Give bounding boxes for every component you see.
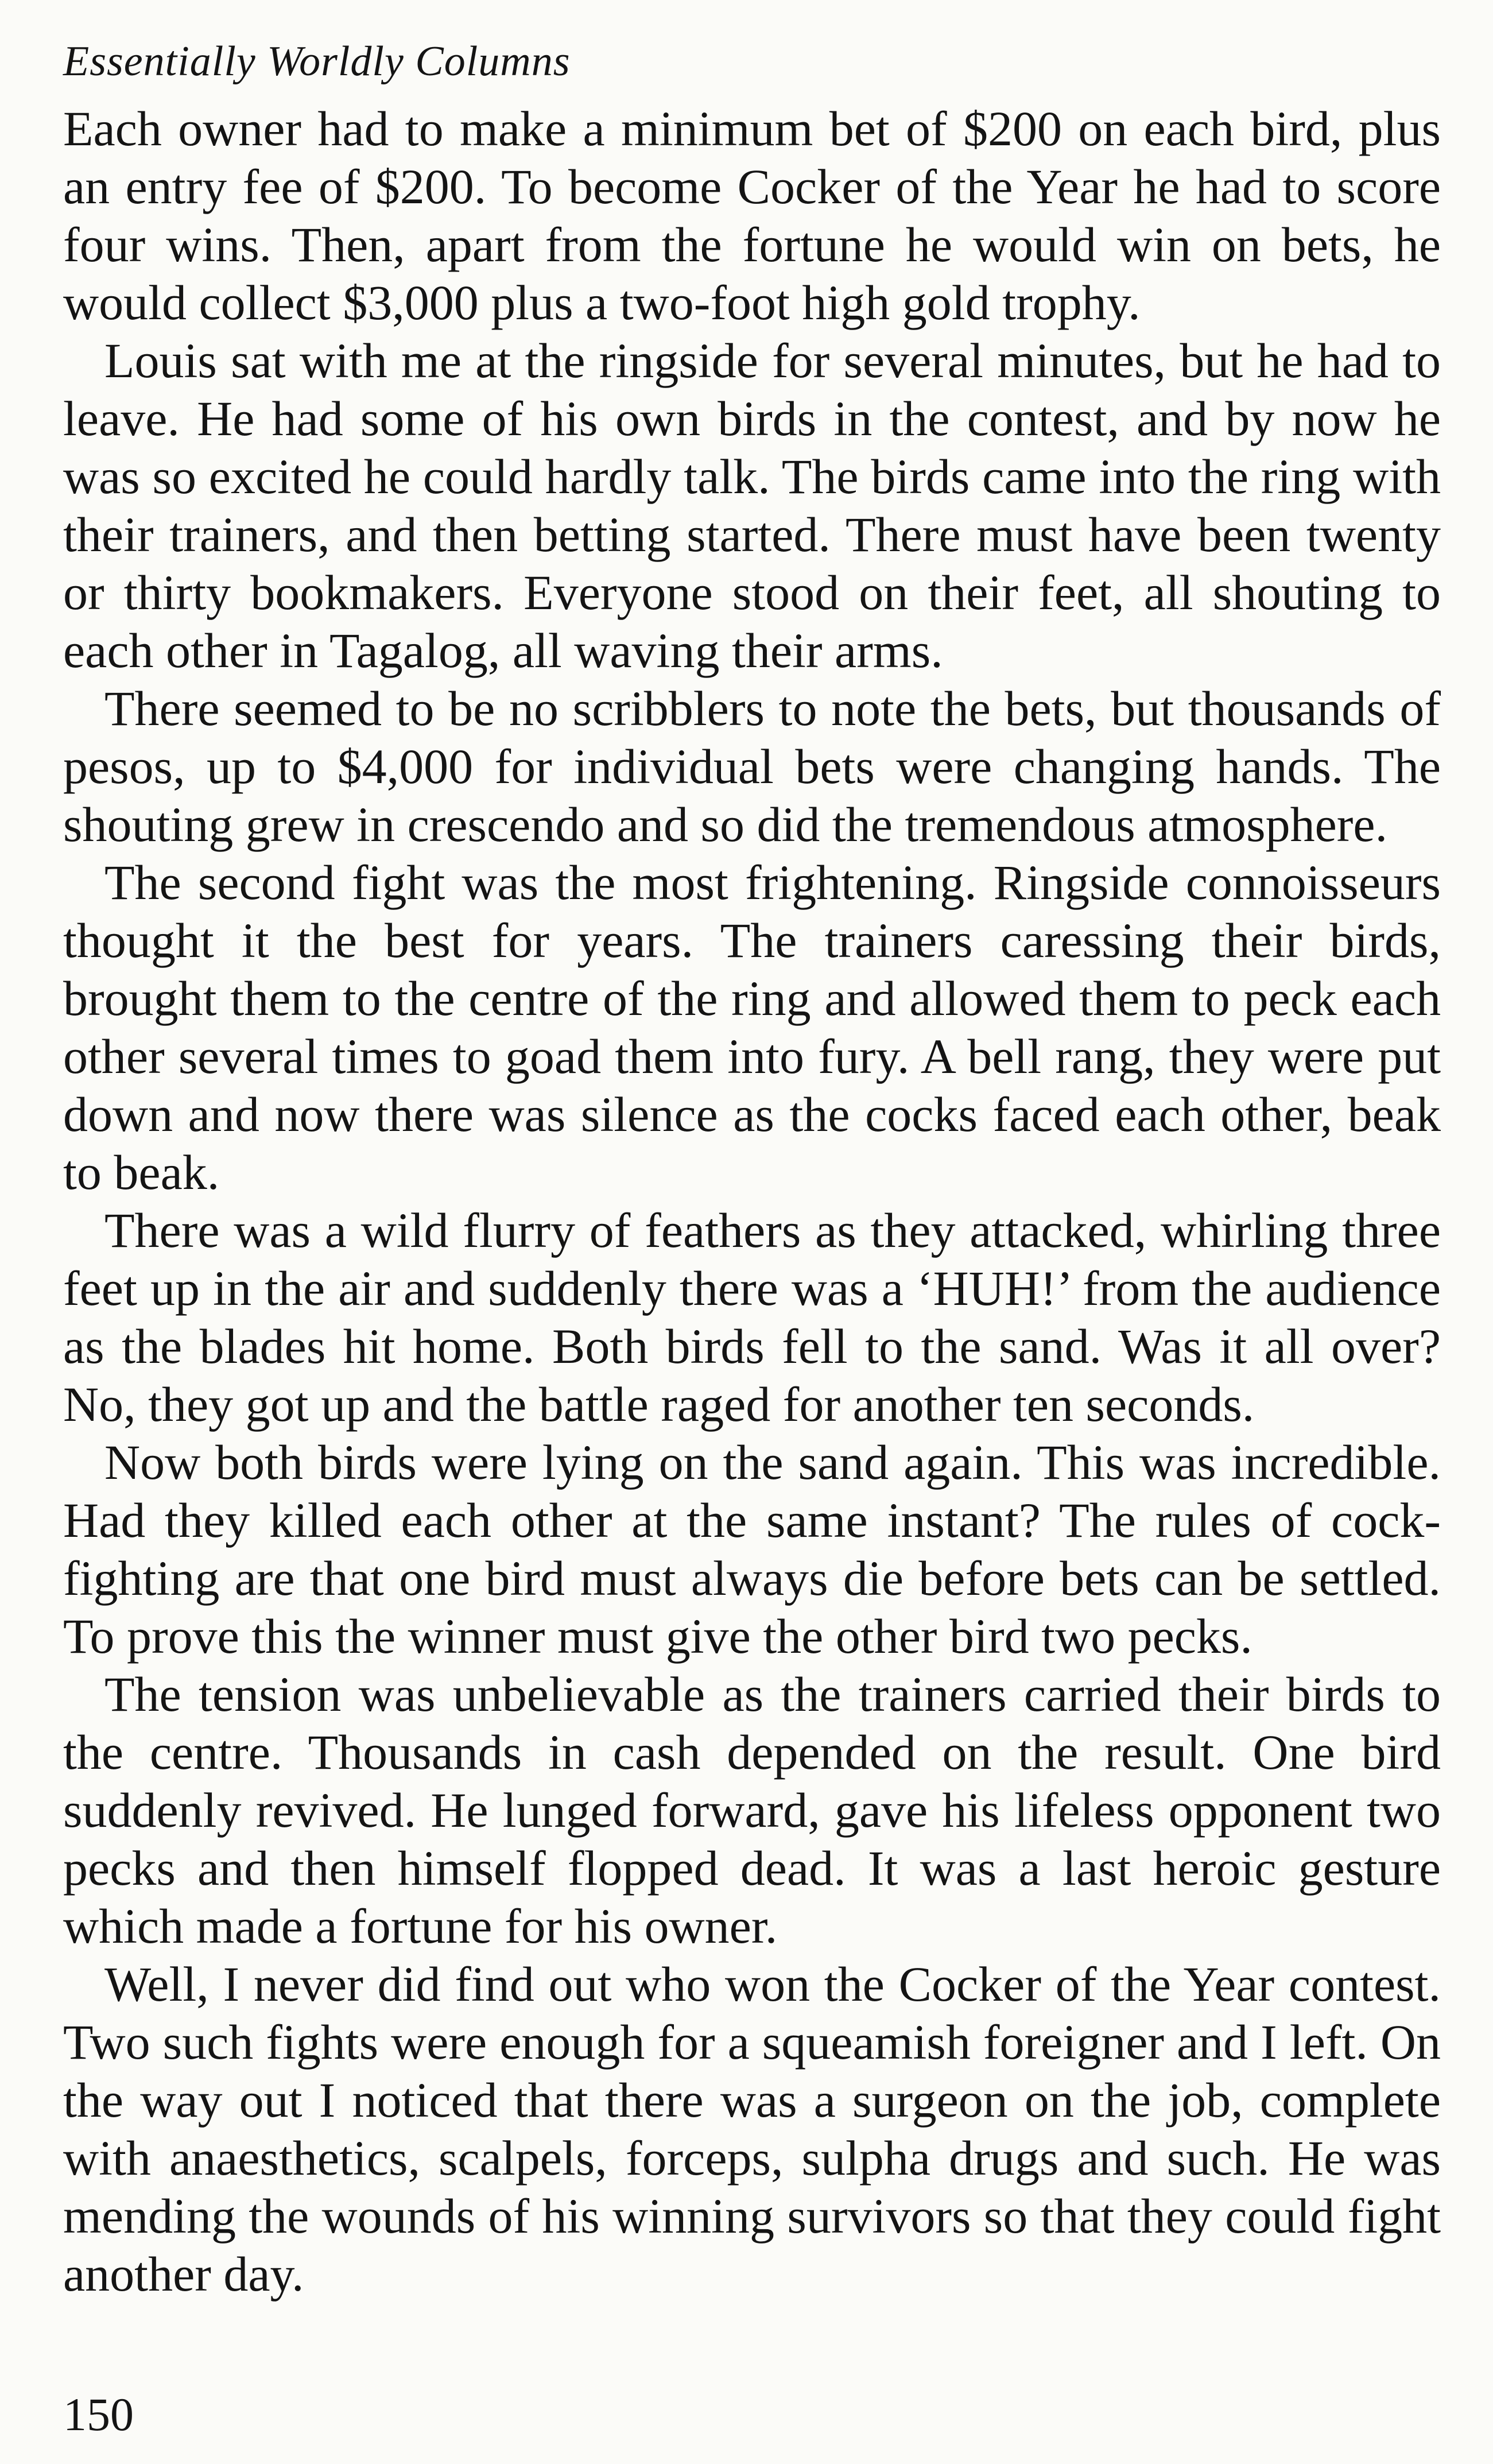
paragraph-4: The second fight was the most frightening. Ringside connoisseurs thought it the best for years. The trainers caressing their birds, brought them to the centre of the ring and allowed them to peck each other several times to goad them into fury. A bell rang, they were put down and now there was silence as the cocks faced each other, beak to beak. xyxy=(63,855,1441,1200)
body-text xyxy=(63,100,1441,2303)
page-number: 150 xyxy=(63,2388,134,2440)
running-head-title: Essentially Worldly Columns xyxy=(63,38,571,85)
paragraph-6: Now both birds were lying on the sand again. This was incredible. Had they killed each other at the same instant? The rules of cock-fighting are that one bird must always die before bets can be settled. To prove this the winner must give the other bird two pecks. xyxy=(63,1435,1441,1664)
paragraph-3: There seemed to be no scribblers to note the bets, but thousands of pesos, up to $4,000 for individual bets were changing hands. The shouting grew in crescendo and so did the tremendous atmosphere. xyxy=(63,681,1441,852)
page-content xyxy=(63,40,1441,2303)
paragraph-7: The tension was unbelievable as the trainers carried their birds to the centre. Thousands in cash depended on the result. One bird suddenly revived. He lunged forward, gave his lifeless opponent two pecks and then himself flopped dead. It was a last heroic gesture which made a fortune for his owner. xyxy=(63,1667,1441,1954)
paragraph-1: Each owner had to make a minimum bet of $200 on each bird, plus an entry fee of $200. To become Cocker of the Year he had to score four wins. Then, apart from the fortune he would win on bets, he would collect $3,000 plus a two-foot high gold trophy. xyxy=(63,101,1441,330)
paragraph-2: Louis sat with me at the ringside for several minutes, but he had to leave. He had some of his own birds in the contest, and by now he was so excited he could hardly talk. The birds came into the ring with their trainers, and then betting started. There must have been twenty or thirty bookmakers. Everyone stood on their feet, all shouting to each other in Tagalog, all waving their arms. xyxy=(63,333,1441,678)
paragraph-8: Well, I never did find out who won the Cocker of the Year contest. Two such fights were enough for a squeamish foreigner and I left. On the way out I noticed that there was a surgeon on the job, complete with anaesthetics, scalpels, forceps, sulpha drugs and such. He was mending the wounds of his winning survivors so that they could fight another day. xyxy=(63,1957,1441,2302)
paragraph-5: There was a wild flurry of feathers as they attacked, whirling three feet up in the air and suddenly there was a ‘HUH!’ from the audience as the blades hit home. Both birds fell to the sand. Was it all over? No, they got up and the battle raged for another ten seconds. xyxy=(63,1203,1441,1432)
